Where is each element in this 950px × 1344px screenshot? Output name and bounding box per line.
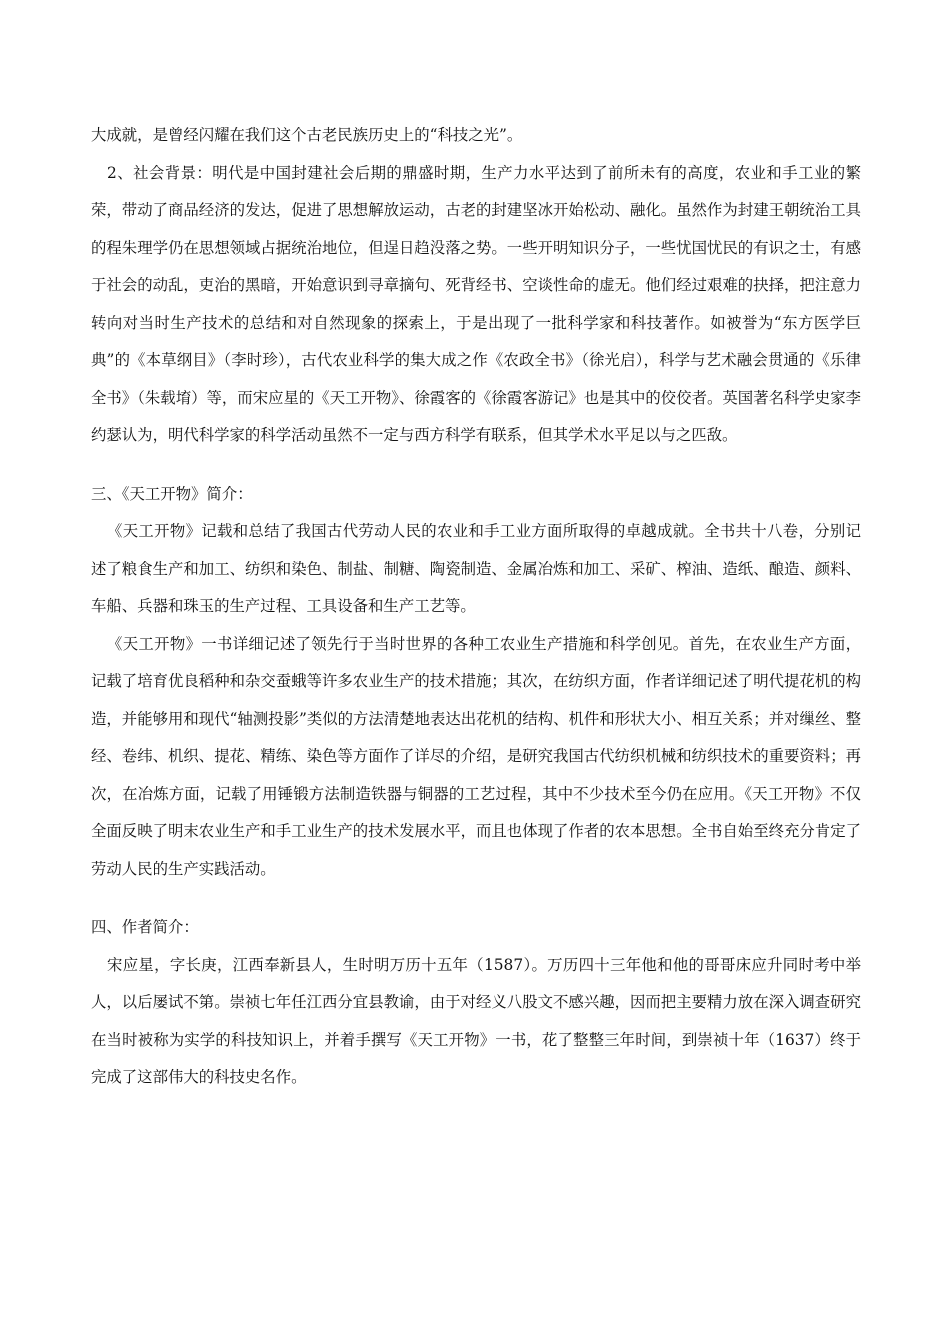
paragraph-intro-continuation: 大成就，是曾经闪耀在我们这个古老民族历史上的“科技之光”。 [91, 126, 523, 144]
section-heading-book-intro: 三、《天工开物》简介： [91, 484, 253, 503]
section-heading-author-intro: 四、作者简介： [91, 918, 199, 936]
document-body [91, 117, 861, 1097]
section-gap [91, 888, 861, 909]
paragraph-book-overview: 《天工开物》记载和总结了我国古代劳动人民的农业和手工业方面所取得的卓越成就。全书共十八卷，分别记述了粮食生产和加工、纺织和染色、制盐、制糖、陶瓷制造、金属冶炼和加工、采矿、榨油、造纸、酿造、颜料、车船、兵器和珠玉的生产过程、工具设备和生产工艺等。 [91, 522, 861, 615]
paragraph-social-background: 2、社会背景：明代是中国封建社会后期的鼎盛时期，生产力水平达到了前所未有的高度，农业和手工业的繁荣，带动了商品经济的发达，促进了思想解放运动，古老的封建坚冰开始松动、融化。虽然作为封建王朝统治工具的程朱理学仍在思想领域占据统治地位，但逞日趋没落之势。一些开明知识分子，一些忧国忧民的有识之士，有感于社会的动乱，吏治的黑暗，开始意识到寻章摘句、死背经书、空谈性命的虚无。他们经过艰难的抉择，把注意力转向对当时生产技术的总结和对自然现象的探索上，于是出现了一批科学家和科技著作。如被誉为“东方医学巨典”的《本草纲目》（李时珍），古代农业科学的集大成之作《农政全书》（徐光启），科学与艺术融会贯通的《乐律全书》（朱载堉）等，而宋应星的《天工开物》、徐霞客的《徐霞客游记》也是其中的佼佼者。英国著名科学史家李约瑟认为，明代科学家的科学活动虽然不一定与西方科学有联系，但其学术水平足以与之匹敌。 [91, 163, 861, 444]
section-gap [91, 455, 861, 476]
paragraph-author-bio: 宋应星，字长庚，江西奉新县人，生时明万历十五年（1587）。万历四十三年他和他的哥哥床应升同时考中举人，以后屡试不第。崇祯七年任江西分宜县教谕，由于对经义八股文不感兴趣，因而把主要精力放在深入调查研究在当时被称为实学的科技知识上，并着手撰写《天工开物》一书，花了整整三年时间，到崇祯十年（1637）终于完成了这部伟大的科技史名作。 [91, 955, 861, 1086]
paragraph-book-details: 《天工开物》一书详细记述了领先行于当时世界的各种工农业生产措施和科学创见。首先，在农业生产方面，记载了培育优良稻种和杂交蚕蛾等许多农业生产的技术措施；其次，在纺织方面，作者详细记述了明代提花机的构造，并能够用和现代“轴测投影”类似的方法清楚地表达出花机的结构、机件和形状大小、相互关系；并对缫丝、整经、卷纬、机织、提花、精练、染色等方面作了详尽的介绍，是研究我国古代纺织机械和纺织技术的重要资料；再次，在冶炼方面，记载了用锤锻方法制造铁器与铜器的工艺过程，其中不少技术至今仍在应用。《天工开物》不仅全面反映了明末农业生产和手工业生产的技术发展水平，而且也体现了作者的农本思想。全书自始至终充分肯定了劳动人民的生产实践活动。 [91, 634, 861, 878]
